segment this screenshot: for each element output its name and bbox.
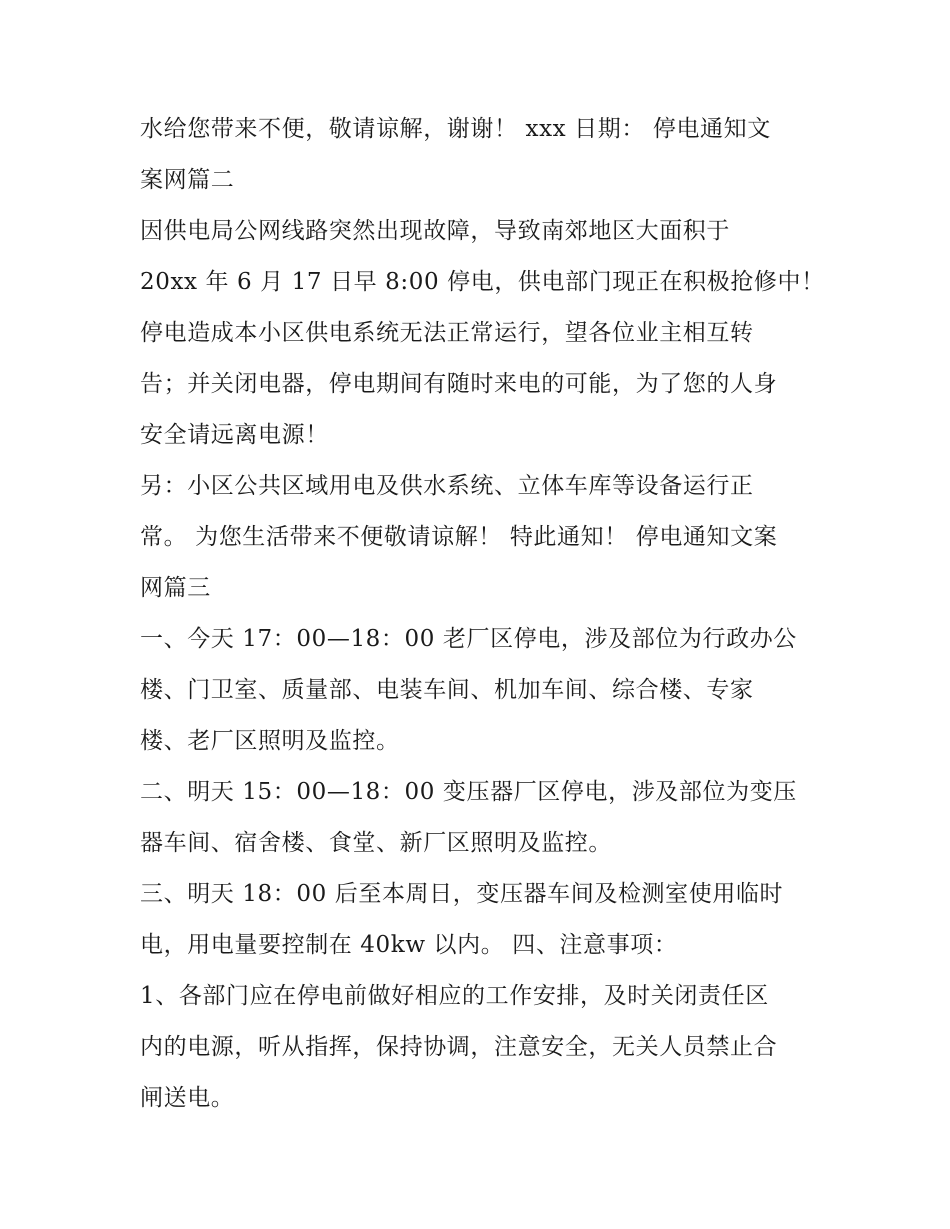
text-line: 安全请远离电源！: [140, 422, 329, 448]
text-line: 案网篇二: [140, 167, 235, 193]
text-line: 1、各部门应在停电前做好相应的工作安排，及时关闭责任区: [140, 983, 769, 1009]
text-line: 内的电源，听从指挥，保持协调，注意安全，无关人员禁止合: [140, 1034, 778, 1060]
text-line: 水给您带来不便，敬请谅解，谢谢！ xxx 日期： 停电通知文: [140, 116, 771, 142]
text-line: 20xx 年 6 月 17 日早 8:00 停电，供电部门现正在积极抢修中！: [140, 269, 825, 295]
text-line: 网篇三: [140, 575, 211, 601]
text-line: 常。 为您生活带来不便敬请谅解！ 特此通知！ 停电通知文案: [140, 524, 778, 550]
document-body: [140, 104, 830, 1124]
text-line: 三、明天 18：00 后至本周日，变压器车间及检测室使用临时: [140, 881, 784, 907]
text-line: 因供电局公网线路突然出现故障，导致南郊地区大面积于: [140, 218, 730, 244]
text-line: 器车间、宿舍楼、食堂、新厂区照明及监控。: [140, 830, 612, 856]
text-line: 一、今天 17：00—18：00 老厂区停电，涉及部位为行政办公: [140, 626, 797, 652]
text-line: 停电造成本小区供电系统无法正常运行，望各位业主相互转: [140, 320, 754, 346]
text-line: 告；并关闭电器，停电期间有随时来电的可能，为了您的人身: [140, 371, 778, 397]
text-line: 另：小区公共区域用电及供水系统、立体车库等设备运行正: [140, 473, 754, 499]
text-line: 楼、门卫室、质量部、电装车间、机加车间、综合楼、专家: [140, 677, 754, 703]
text-line: 楼、老厂区照明及监控。: [140, 728, 400, 754]
text-line: 二、明天 15：00—18：00 变压器厂区停电，涉及部位为变压: [140, 779, 797, 805]
text-line: 电，用电量要控制在 40kw 以内。 四、注意事项：: [140, 932, 678, 958]
text-line: 闸送电。: [140, 1085, 235, 1111]
